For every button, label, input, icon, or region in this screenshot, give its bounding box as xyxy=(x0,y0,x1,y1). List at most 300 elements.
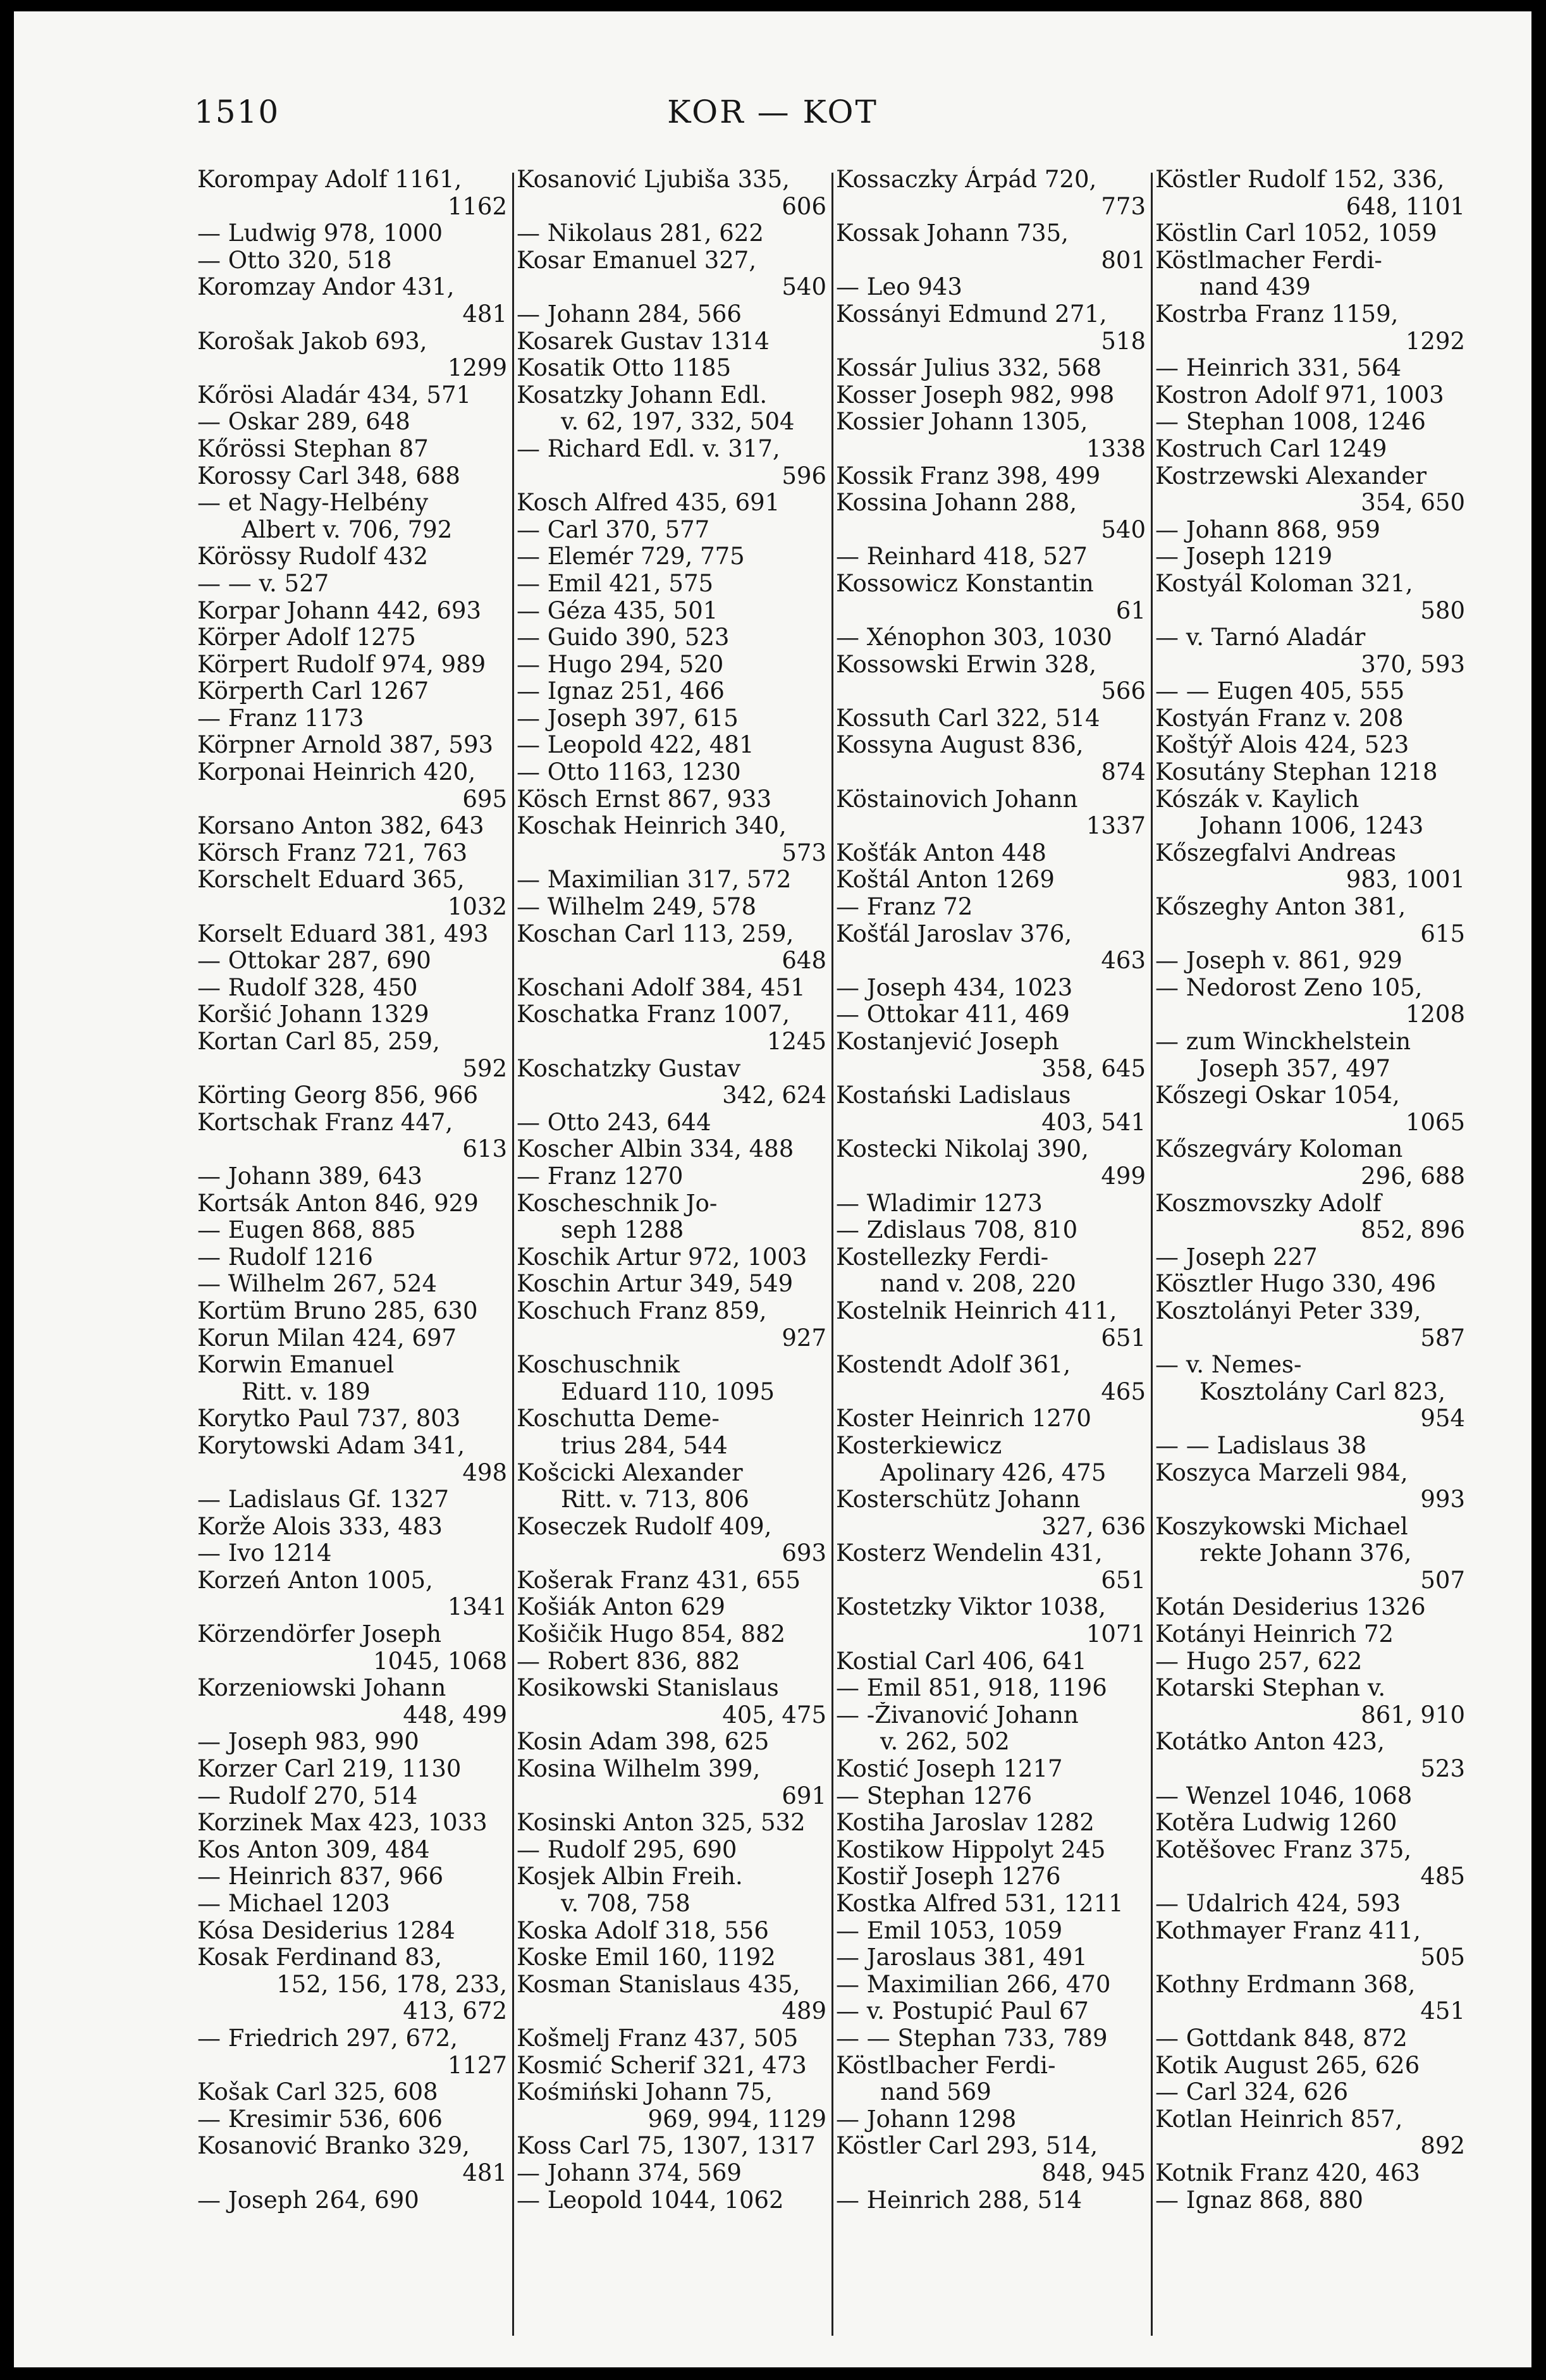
directory-entry: Korwin Emanuel xyxy=(197,1352,395,1379)
directory-entry: nand v. 208, 220 xyxy=(880,1271,1076,1298)
directory-entry: Korponai Heinrich 420, xyxy=(197,759,476,786)
directory-entry: Joseph 357, 497 xyxy=(1199,1055,1391,1082)
directory-entry: Kosarek Gustav 1314 xyxy=(517,328,770,355)
directory-entry: Kortan Carl 85, 259, xyxy=(197,1028,440,1055)
directory-entry: Kőrössi Stephan 87 xyxy=(197,435,429,462)
directory-entry: Kostikow Hippolyt 245 xyxy=(836,1836,1106,1863)
directory-entry: Kosterz Wendelin 431, xyxy=(836,1540,1103,1567)
column-4 xyxy=(1155,166,1465,2342)
directory-entry: Kosin Adam 398, 625 xyxy=(517,1729,770,1756)
directory-entry: Kosar Emanuel 327, xyxy=(517,247,757,274)
entry-continuation: 505 xyxy=(1420,1944,1465,1971)
directory-entry: Kotátko Anton 423, xyxy=(1155,1729,1385,1756)
directory-entry: Korytowski Adam 341, xyxy=(197,1432,465,1459)
entry-continuation: 1032 xyxy=(447,894,507,921)
directory-entry: — Ignaz 868, 880 xyxy=(1155,2186,1363,2214)
directory-entry: Köstlin Carl 1052, 1059 xyxy=(1155,220,1437,247)
directory-entry: Kósa Desiderius 1284 xyxy=(197,1917,455,1944)
column-rule xyxy=(831,173,833,2336)
directory-entry: Kosztolány Carl 823, xyxy=(1199,1378,1445,1405)
directory-entry: Köstainovich Johann xyxy=(836,786,1078,813)
directory-entry: — — Eugen 405, 555 xyxy=(1155,678,1405,705)
directory-entry: Körpner Arnold 387, 593 xyxy=(197,732,494,759)
directory-entry: — v. Tarnó Aladár xyxy=(1155,624,1366,651)
entry-continuation: 596 xyxy=(782,462,826,490)
directory-entry: Košmelj Franz 437, 505 xyxy=(517,2025,799,2052)
directory-entry: Albert v. 706, 792 xyxy=(242,516,453,543)
directory-entry: Korytko Paul 737, 803 xyxy=(197,1405,461,1433)
directory-entry: — Johann 389, 643 xyxy=(197,1162,422,1190)
directory-entry: Korpar Johann 442, 693 xyxy=(197,597,481,624)
directory-entry: Kossár Julius 332, 568 xyxy=(836,355,1102,382)
column-rule xyxy=(512,173,514,2336)
directory-entry: Korzeniowski Johann xyxy=(197,1675,446,1702)
entry-continuation: 691 xyxy=(782,1782,826,1810)
entry-continuation: 523 xyxy=(1420,1756,1465,1783)
directory-entry: — Rudolf 270, 514 xyxy=(197,1782,418,1810)
column-2 xyxy=(517,166,826,2342)
directory-entry: — Nikolaus 281, 622 xyxy=(517,220,764,247)
directory-entry: — Emil 1053, 1059 xyxy=(836,1917,1063,1944)
directory-entry: — Joseph 264, 690 xyxy=(197,2186,419,2214)
directory-entry: nand 439 xyxy=(1199,274,1311,301)
directory-entry: — v. Postupić Paul 67 xyxy=(836,1998,1089,2025)
running-head: KOR — KOT xyxy=(667,94,878,130)
directory-entry: Korschelt Eduard 365, xyxy=(197,866,465,894)
directory-entry: Eduard 110, 1095 xyxy=(561,1378,775,1405)
entry-continuation: 413, 672 xyxy=(403,1998,507,2025)
directory-entry: Korzinek Max 423, 1033 xyxy=(197,1810,488,1837)
directory-entry: Kotěšovec Franz 375, xyxy=(1155,1836,1412,1863)
directory-entry: — Maximilian 266, 470 xyxy=(836,1971,1111,1998)
directory-entry: Košcicki Alexander xyxy=(517,1459,743,1486)
entry-continuation: 592 xyxy=(462,1055,507,1082)
directory-entry: Köstlbacher Ferdi- xyxy=(836,2052,1056,2079)
directory-entry: Koschatka Franz 1007, xyxy=(517,1001,790,1028)
directory-entry: Koschutta Deme- xyxy=(517,1405,720,1433)
directory-entry: Kostka Alfred 531, 1211 xyxy=(836,1890,1124,1917)
column-rule xyxy=(1151,173,1153,2336)
entry-continuation: 540 xyxy=(782,274,826,301)
entry-continuation: 498 xyxy=(462,1459,507,1486)
directory-entry: Korossy Carl 348, 688 xyxy=(197,462,460,490)
directory-entry: Koschuschnik xyxy=(517,1352,680,1379)
directory-entry: Kostański Ladislaus xyxy=(836,1082,1071,1109)
directory-entry: Korselt Eduard 381, 493 xyxy=(197,920,489,947)
entry-continuation: 983, 1001 xyxy=(1346,866,1465,894)
entry-continuation: 1341 xyxy=(447,1594,507,1621)
directory-entry: Kortüm Bruno 285, 630 xyxy=(197,1297,478,1324)
directory-entry: Kosina Wilhelm 399, xyxy=(517,1756,761,1783)
directory-entry: Koschatzky Gustav xyxy=(517,1055,741,1082)
directory-entry: Koss Carl 75, 1307, 1317 xyxy=(517,2133,816,2160)
directory-page xyxy=(14,11,1531,2367)
entry-continuation: 358, 645 xyxy=(1041,1055,1146,1082)
directory-entry: Košerak Franz 431, 655 xyxy=(517,1567,801,1594)
directory-entry: Apolinary 426, 475 xyxy=(880,1459,1107,1486)
entry-continuation: 954 xyxy=(1420,1405,1465,1433)
directory-entry: — Johann 1298 xyxy=(836,2106,1017,2133)
directory-entry: — Gottdank 848, 872 xyxy=(1155,2025,1408,2052)
directory-entry: Kossányi Edmund 271, xyxy=(836,300,1107,328)
directory-entry: — Jaroslaus 381, 491 xyxy=(836,1944,1088,1971)
entry-continuation: 327, 636 xyxy=(1041,1513,1146,1540)
directory-entry: Kosanović Branko 329, xyxy=(197,2133,470,2160)
directory-entry: Koska Adolf 318, 556 xyxy=(517,1917,769,1944)
directory-entry: — Ludwig 978, 1000 xyxy=(197,220,443,247)
directory-entry: Koske Emil 160, 1192 xyxy=(517,1944,776,1971)
directory-entry: Körössy Rudolf 432 xyxy=(197,543,429,570)
entry-continuation: 152, 156, 178, 233, xyxy=(276,1971,507,1998)
entry-continuation: 648, 1101 xyxy=(1346,193,1465,220)
directory-entry: Kossak Johann 735, xyxy=(836,220,1069,247)
directory-entry: — Stephan 1276 xyxy=(836,1782,1033,1810)
directory-entry: Kotán Desiderius 1326 xyxy=(1155,1594,1426,1621)
directory-entry: — Wilhelm 249, 578 xyxy=(517,894,756,921)
directory-entry: Koschuch Franz 859, xyxy=(517,1297,767,1324)
directory-entry: Kostruch Carl 1249 xyxy=(1155,435,1387,462)
entry-continuation: 403, 541 xyxy=(1041,1109,1146,1136)
entry-continuation: 1337 xyxy=(1086,813,1146,840)
directory-entry: Košťál Jaroslav 376, xyxy=(836,920,1072,947)
directory-entry: Kosutány Stephan 1218 xyxy=(1155,759,1438,786)
column-1 xyxy=(197,166,507,2342)
directory-entry: Kotarski Stephan v. xyxy=(1155,1675,1386,1702)
directory-entry: — Elemér 729, 775 xyxy=(517,543,745,570)
entry-continuation: 1245 xyxy=(766,1028,826,1055)
entry-continuation: 573 xyxy=(782,839,826,866)
directory-entry: — Emil 421, 575 xyxy=(517,570,714,597)
page-header xyxy=(14,94,1531,151)
entry-continuation: 1045, 1068 xyxy=(373,1648,507,1675)
directory-entry: Koszmovszky Adolf xyxy=(1155,1190,1382,1217)
entry-continuation: 1292 xyxy=(1405,328,1465,355)
directory-entry: Körsch Franz 721, 763 xyxy=(197,839,468,866)
directory-entry: Kőrösi Aladár 434, 571 xyxy=(197,381,472,409)
directory-entry: — Eugen 868, 885 xyxy=(197,1217,416,1244)
directory-entry: — — Ladislaus 38 xyxy=(1155,1432,1367,1459)
directory-entry: — Franz 1270 xyxy=(517,1162,684,1190)
directory-entry: Kossina Johann 288, xyxy=(836,490,1077,517)
directory-entry: Kostyán Franz v. 208 xyxy=(1155,705,1404,732)
directory-entry: — Guido 390, 523 xyxy=(517,624,730,651)
directory-entry: Kostrzewski Alexander xyxy=(1155,462,1427,490)
directory-entry: Koschik Artur 972, 1003 xyxy=(517,1243,807,1271)
entry-continuation: 580 xyxy=(1420,597,1465,624)
directory-entry: nand 569 xyxy=(880,2079,991,2106)
directory-entry: — Richard Edl. v. 317, xyxy=(517,435,780,462)
directory-entry: v. 262, 502 xyxy=(880,1729,1010,1756)
directory-entry: rekte Johann 376, xyxy=(1199,1540,1412,1567)
directory-entry: — Robert 836, 882 xyxy=(517,1648,740,1675)
directory-entry: — Joseph 983, 990 xyxy=(197,1729,419,1756)
entry-continuation: 465 xyxy=(1101,1378,1146,1405)
entry-continuation: 518 xyxy=(1101,328,1146,355)
entry-continuation: 801 xyxy=(1101,247,1146,274)
directory-entry: Korošak Jakob 693, xyxy=(197,328,427,355)
directory-entry: — Leopold 422, 481 xyxy=(517,732,754,759)
directory-entry: Kőszegváry Koloman xyxy=(1155,1136,1403,1163)
entry-continuation: 852, 896 xyxy=(1361,1217,1465,1244)
entry-continuation: 1127 xyxy=(447,2052,507,2079)
directory-entry: — Hugo 294, 520 xyxy=(517,651,724,678)
directory-entry: Kossyna August 836, xyxy=(836,732,1084,759)
directory-entry: — Otto 243, 644 xyxy=(517,1109,711,1136)
directory-entry: Koscher Albin 334, 488 xyxy=(517,1136,794,1163)
directory-entry: — Reinhard 418, 527 xyxy=(836,543,1088,570)
directory-entry: — Michael 1203 xyxy=(197,1890,390,1917)
directory-entry: Kossowicz Konstantin xyxy=(836,570,1094,597)
directory-entry: Köstlmacher Ferdi- xyxy=(1155,247,1382,274)
directory-entry: Kőszeghy Anton 381, xyxy=(1155,894,1406,921)
directory-entry: — Zdislaus 708, 810 xyxy=(836,1217,1078,1244)
directory-entry: Ritt. v. 189 xyxy=(242,1378,371,1405)
directory-entry: Kostendt Adolf 361, xyxy=(836,1352,1071,1379)
directory-entry: — v. Nemes- xyxy=(1155,1352,1302,1379)
directory-entry: Körzendörfer Joseph xyxy=(197,1621,442,1648)
directory-entry: — Joseph 227 xyxy=(1155,1243,1318,1271)
directory-entry: Kőszegfalvi Andreas xyxy=(1155,839,1396,866)
directory-entry: — Leopold 1044, 1062 xyxy=(517,2186,784,2214)
entry-continuation: 1299 xyxy=(447,355,507,382)
entry-continuation: 1338 xyxy=(1086,435,1146,462)
directory-entry: Kossaczky Árpád 720, xyxy=(836,166,1097,193)
directory-entry: Koszyca Marzeli 984, xyxy=(1155,1459,1408,1486)
entry-continuation: 1065 xyxy=(1405,1109,1465,1136)
directory-entry: Körperth Carl 1267 xyxy=(197,678,429,705)
directory-entry: Korsano Anton 382, 643 xyxy=(197,813,484,840)
entry-continuation: 892 xyxy=(1420,2133,1465,2160)
directory-entry: Kostiř Joseph 1276 xyxy=(836,1863,1061,1890)
directory-entry: — Wilhelm 267, 524 xyxy=(197,1271,437,1298)
directory-entry: Kosatzky Johann Edl. xyxy=(517,381,768,409)
directory-entry: Kosinski Anton 325, 532 xyxy=(517,1810,806,1837)
directory-entry: — Otto 1163, 1230 xyxy=(517,759,741,786)
directory-entry: Kosikowski Stanislaus xyxy=(517,1675,779,1702)
directory-entry: — Oskar 289, 648 xyxy=(197,409,410,436)
directory-entry: Koschak Heinrich 340, xyxy=(517,813,787,840)
column-3 xyxy=(836,166,1146,2342)
directory-entry: Kosterkiewicz xyxy=(836,1432,1002,1459)
directory-entry: — et Nagy-Helbény xyxy=(197,490,429,517)
directory-entry: — Nedorost Zeno 105, xyxy=(1155,974,1423,1001)
directory-entry: Kostial Carl 406, 641 xyxy=(836,1648,1087,1675)
directory-entry: — Stephan 1008, 1246 xyxy=(1155,409,1426,436)
directory-entry: Kosztolányi Peter 339, xyxy=(1155,1297,1421,1324)
directory-entry: Kośmiński Johann 75, xyxy=(517,2079,773,2106)
directory-entry: — Udalrich 424, 593 xyxy=(1155,1890,1401,1917)
entry-continuation: 463 xyxy=(1101,947,1146,975)
directory-entry: — Wenzel 1046, 1068 xyxy=(1155,1782,1413,1810)
entry-continuation: 651 xyxy=(1101,1567,1146,1594)
directory-entry: Ritt. v. 713, 806 xyxy=(561,1486,749,1514)
directory-entry: v. 62, 197, 332, 504 xyxy=(561,409,795,436)
entry-continuation: 969, 994, 1129 xyxy=(647,2106,826,2133)
directory-entry: Koršić Johann 1329 xyxy=(197,1001,429,1028)
directory-entry: Kosch Alfred 435, 691 xyxy=(517,490,780,517)
entry-continuation: 651 xyxy=(1101,1324,1146,1352)
directory-entry: — Rudolf 295, 690 xyxy=(517,1836,737,1863)
directory-entry: Koster Heinrich 1270 xyxy=(836,1405,1091,1433)
directory-entry: Kosser Joseph 982, 998 xyxy=(836,381,1115,409)
directory-entry: — zum Winckhelstein xyxy=(1155,1028,1411,1055)
directory-entry: Korompay Adolf 1161, xyxy=(197,166,462,193)
directory-entry: Kostyál Koloman 321, xyxy=(1155,570,1413,597)
directory-entry: Kossuth Carl 322, 514 xyxy=(836,705,1100,732)
directory-entry: — Joseph 434, 1023 xyxy=(836,974,1073,1001)
directory-entry: — Emil 851, 918, 1196 xyxy=(836,1675,1107,1702)
directory-entry: Kostrba Franz 1159, xyxy=(1155,300,1399,328)
directory-entry: — Johann 374, 569 xyxy=(517,2159,742,2186)
directory-entry: Kosterschütz Johann xyxy=(836,1486,1081,1514)
entry-continuation: 481 xyxy=(462,300,507,328)
directory-entry: Kos Anton 309, 484 xyxy=(197,1836,430,1863)
directory-entry: Kosmić Scherif 321, 473 xyxy=(517,2052,807,2079)
entry-continuation: 1071 xyxy=(1086,1621,1146,1648)
directory-entry: — Carl 370, 577 xyxy=(517,516,710,543)
entry-continuation: 587 xyxy=(1420,1324,1465,1352)
entry-continuation: 296, 688 xyxy=(1361,1162,1465,1190)
directory-entry: Koscheschnik Jo- xyxy=(517,1190,718,1217)
directory-entry: Kostiha Jaroslav 1282 xyxy=(836,1810,1095,1837)
directory-entry: — Joseph v. 861, 929 xyxy=(1155,947,1402,975)
entry-continuation: 695 xyxy=(462,786,507,813)
entry-continuation: 481 xyxy=(462,2159,507,2186)
directory-entry: Korzeń Anton 1005, xyxy=(197,1567,433,1594)
directory-entry: Kotěra Ludwig 1260 xyxy=(1155,1810,1397,1837)
entry-continuation: 773 xyxy=(1101,193,1146,220)
directory-entry: Kostellezky Ferdi- xyxy=(836,1243,1049,1271)
directory-entry: Kösztler Hugo 330, 496 xyxy=(1155,1271,1437,1298)
directory-entry: — Joseph 397, 615 xyxy=(517,705,739,732)
directory-entry: Kotnik Franz 420, 463 xyxy=(1155,2159,1420,2186)
directory-entry: Kostetzky Viktor 1038, xyxy=(836,1594,1106,1621)
directory-entry: Kószák v. Kaylich xyxy=(1155,786,1359,813)
directory-entry: Kothmayer Franz 411, xyxy=(1155,1917,1421,1944)
directory-entry: — Xénophon 303, 1030 xyxy=(836,624,1112,651)
directory-entry: Koschan Carl 113, 259, xyxy=(517,920,794,947)
directory-entry: — Hugo 257, 622 xyxy=(1155,1648,1363,1675)
entry-continuation: 485 xyxy=(1420,1863,1465,1890)
directory-entry: Kosjek Albin Freih. xyxy=(517,1863,743,1890)
directory-entry: Koschin Artur 349, 549 xyxy=(517,1271,794,1298)
directory-entry: Korun Milan 424, 697 xyxy=(197,1324,457,1352)
directory-entry: Košťák Anton 448 xyxy=(836,839,1046,866)
directory-entry: — Leo 943 xyxy=(836,274,962,301)
directory-entry: Košak Carl 325, 608 xyxy=(197,2079,438,2106)
entry-continuation: 507 xyxy=(1420,1567,1465,1594)
entry-continuation: 861, 910 xyxy=(1361,1701,1465,1729)
entry-continuation: 693 xyxy=(782,1540,826,1567)
directory-entry: Korzer Carl 219, 1130 xyxy=(197,1756,462,1783)
directory-entry: — Ignaz 251, 466 xyxy=(517,678,725,705)
entry-continuation: 615 xyxy=(1420,920,1465,947)
entry-continuation: 405, 475 xyxy=(722,1701,826,1729)
directory-entry: Kostić Joseph 1217 xyxy=(836,1756,1063,1783)
directory-entry: — — v. 527 xyxy=(197,570,329,597)
directory-entry: — — Stephan 733, 789 xyxy=(836,2025,1108,2052)
directory-entry: Kothny Erdmann 368, xyxy=(1155,1971,1416,1998)
directory-entry: — Heinrich 288, 514 xyxy=(836,2186,1083,2214)
directory-entry: Koszykowski Michael xyxy=(1155,1513,1408,1540)
entry-continuation: 451 xyxy=(1420,1998,1465,2025)
entry-continuation: 848, 945 xyxy=(1041,2159,1146,2186)
directory-entry: — Wladimir 1273 xyxy=(836,1190,1043,1217)
entry-continuation: 499 xyxy=(1101,1162,1146,1190)
directory-entry: — -Živanović Johann xyxy=(836,1701,1079,1729)
directory-entry: — Otto 320, 518 xyxy=(197,247,392,274)
directory-entry: — Rudolf 328, 450 xyxy=(197,974,418,1001)
entry-continuation: 61 xyxy=(1115,597,1146,624)
directory-entry: Kossier Johann 1305, xyxy=(836,409,1088,436)
directory-entry: — Géza 435, 501 xyxy=(517,597,718,624)
directory-entry: Kosanović Ljubiša 335, xyxy=(517,166,790,193)
directory-entry: — Johann 868, 959 xyxy=(1155,516,1380,543)
directory-entry: Kortschak Franz 447, xyxy=(197,1109,453,1136)
directory-entry: v. 708, 758 xyxy=(561,1890,690,1917)
directory-entry: Košiák Anton 629 xyxy=(517,1594,725,1621)
directory-entry: Kostanjević Joseph xyxy=(836,1028,1059,1055)
entry-continuation: 606 xyxy=(782,193,826,220)
directory-entry: — Maximilian 317, 572 xyxy=(517,866,792,894)
entry-continuation: 648 xyxy=(782,947,826,975)
directory-entry: Koštál Anton 1269 xyxy=(836,866,1055,894)
directory-entry: Körpert Rudolf 974, 989 xyxy=(197,651,486,678)
directory-entry: Kosman Stanislaus 435, xyxy=(517,1971,801,1998)
directory-entry: — Franz 1173 xyxy=(197,705,364,732)
entry-continuation: 342, 624 xyxy=(722,1082,826,1109)
directory-entry: Koromzay Andor 431, xyxy=(197,274,455,301)
entry-continuation: 927 xyxy=(782,1324,826,1352)
directory-entry: Körper Adolf 1275 xyxy=(197,624,416,651)
directory-entry: Kosak Ferdinand 83, xyxy=(197,1944,442,1971)
directory-entry: — Carl 324, 626 xyxy=(1155,2079,1349,2106)
directory-entry: — Kresimir 536, 606 xyxy=(197,2106,443,2133)
directory-entry: trius 284, 544 xyxy=(561,1432,728,1459)
entry-continuation: 1208 xyxy=(1405,1001,1465,1028)
directory-entry: — Friedrich 297, 672, xyxy=(197,2025,458,2052)
directory-entry: Johann 1006, 1243 xyxy=(1199,813,1424,840)
directory-entry: — Rudolf 1216 xyxy=(197,1243,373,1271)
directory-entry: Korže Alois 333, 483 xyxy=(197,1513,443,1540)
directory-entry: Koštýř Alois 424, 523 xyxy=(1155,732,1409,759)
entry-continuation: 489 xyxy=(782,1998,826,2025)
entry-continuation: 613 xyxy=(462,1136,507,1163)
directory-entry: Körting Georg 856, 966 xyxy=(197,1082,479,1109)
directory-entry: — Franz 72 xyxy=(836,894,973,921)
directory-entry: Kortsák Anton 846, 929 xyxy=(197,1190,479,1217)
directory-entry: Koschani Adolf 384, 451 xyxy=(517,974,806,1001)
directory-entry: — Johann 284, 566 xyxy=(517,300,742,328)
directory-entry: Kostecki Nikolaj 390, xyxy=(836,1136,1089,1163)
directory-entry: Kösch Ernst 867, 933 xyxy=(517,786,772,813)
directory-entry: Koseczek Rudolf 409, xyxy=(517,1513,772,1540)
directory-entry: — Ottokar 411, 469 xyxy=(836,1001,1070,1028)
directory-entry: Košičik Hugo 854, 882 xyxy=(517,1621,786,1648)
directory-entry: Kotányi Heinrich 72 xyxy=(1155,1621,1394,1648)
entry-continuation: 354, 650 xyxy=(1361,490,1465,517)
entry-continuation: 370, 593 xyxy=(1361,651,1465,678)
directory-entry: seph 1288 xyxy=(561,1217,684,1244)
entry-continuation: 874 xyxy=(1101,759,1146,786)
directory-entry: — Heinrich 837, 966 xyxy=(197,1863,444,1890)
directory-entry: Kossowski Erwin 328, xyxy=(836,651,1097,678)
directory-entry: Kosatik Otto 1185 xyxy=(517,355,732,382)
directory-entry: — Ladislaus Gf. 1327 xyxy=(197,1486,449,1514)
directory-entry: — Ivo 1214 xyxy=(197,1540,332,1567)
entry-continuation: 566 xyxy=(1101,678,1146,705)
directory-entry: — Joseph 1219 xyxy=(1155,543,1333,570)
